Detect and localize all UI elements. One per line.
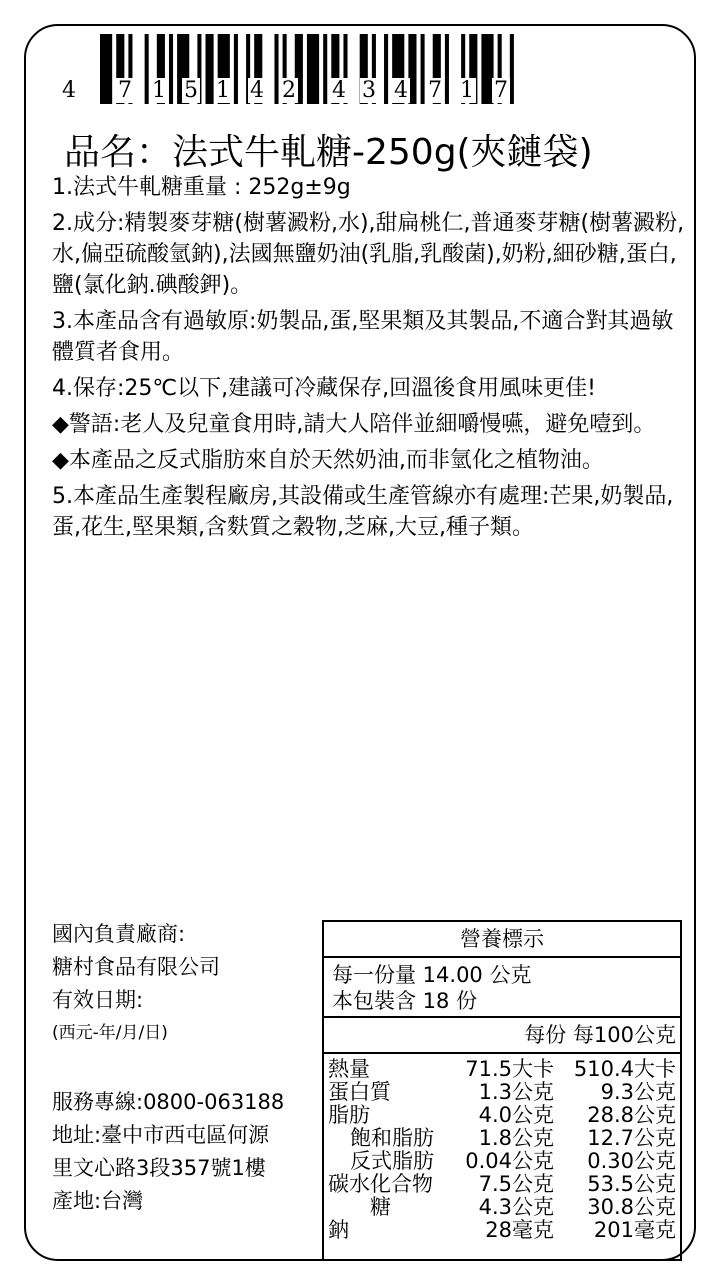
maker-name: 糖村食品有限公司 [52, 955, 220, 979]
per-100g-value: 9.3公克 [600, 1080, 676, 1104]
servings-per-pack: 本包裝含 18 份 [332, 989, 478, 1013]
weight-line: 1.法式牛軋糖重量 : 252g±9g [52, 175, 351, 200]
nutrition-row [324, 1104, 680, 1127]
warning-line: ◆警語:老人及兒童食用時,請大人陪伴並細嚼慢嚥，避免噎到。 [52, 412, 656, 437]
product-title: 品名：法式牛軋糖-250g(夾鏈袋) [64, 132, 593, 173]
per-serving-value: 7.5公克 [478, 1172, 554, 1196]
product-description [52, 172, 692, 548]
nutrition-column-header: 每份 每100公克 [324, 1018, 680, 1054]
barcode-digit: 1 [152, 78, 166, 103]
barcode-digit: 3 [362, 78, 376, 103]
nutrition-row [324, 1219, 680, 1242]
per-serving-value: 71.5大卡 [465, 1057, 554, 1081]
barcode-digit: 4 [394, 78, 408, 103]
nutrient-name: 反式脂肪 [350, 1149, 434, 1173]
per-serving-value: 4.0公克 [478, 1103, 554, 1127]
nutrition-row [324, 1173, 680, 1196]
barcode-digit: 5 [184, 78, 198, 103]
barcode-digit: 4 [62, 78, 76, 103]
facility-line: 5.本產品生產製程廠房,其設備或生產管線亦有處理:芒果,奶製品,蛋,花生,堅果類,含麩質之穀物,芝麻,大豆,種子類。 [52, 484, 674, 540]
barcode-digit: 1 [216, 78, 230, 103]
storage-line: 4.保存:25℃以下,建議可冷藏保存,回溫後食用風味更佳! [52, 376, 596, 401]
per-100g-value: 30.8公克 [587, 1195, 676, 1219]
nutrition-serving [324, 958, 680, 1018]
nutrition-row [324, 1150, 680, 1173]
per-serving-value: 4.3公克 [478, 1195, 554, 1219]
manufacturer-info [52, 918, 324, 1218]
nutrient-name: 蛋白質 [328, 1080, 391, 1104]
per-100g-value: 28.8公克 [587, 1103, 676, 1127]
per-serving-value: 28毫克 [485, 1218, 554, 1242]
nutrition-table [322, 920, 682, 1261]
per-100g-value: 201毫克 [593, 1218, 676, 1242]
per-100g-value: 510.4大卡 [573, 1057, 676, 1081]
barcode-digit: 4 [250, 78, 264, 103]
per-100g-value: 0.30公克 [587, 1149, 676, 1173]
nutrition-rows [324, 1054, 680, 1242]
hotline: 服務專線:0800-063188 [52, 1090, 285, 1114]
barcode-digit: 4 [332, 78, 346, 103]
nutrient-name: 熱量 [328, 1057, 370, 1081]
nutrition-row [324, 1058, 680, 1081]
maker-label: 國內負責廠商: [52, 922, 186, 946]
barcode-digit: 7 [118, 78, 132, 103]
nutrient-name: 飽和脂肪 [350, 1126, 434, 1150]
nutrient-name: 脂肪 [328, 1103, 370, 1127]
nutrient-name: 鈉 [328, 1218, 349, 1242]
per-100g-value: 12.7公克 [587, 1126, 676, 1150]
per-serving-value: 0.04公克 [465, 1149, 554, 1173]
per-100g-value: 53.5公克 [587, 1172, 676, 1196]
barcode-digits [56, 78, 526, 106]
expiry-format: (西元-年/月/日) [52, 1023, 168, 1043]
per-serving-value: 1.3公克 [478, 1080, 554, 1104]
ingredients-line: 2.成分:精製麥芽糖(樹薯澱粉,水),甜扁桃仁,普通麥芽糖(樹薯澱粉,水,偏亞硫酸氫鈉),法國無鹽奶油(乳脂,乳酸菌),奶粉,細砂糖,蛋白,鹽(氯化鈉.碘酸鉀)。 [52, 211, 685, 298]
barcode-digit: 1 [460, 78, 474, 103]
address-line-1: 地址:臺中市西屯區何源 [52, 1123, 270, 1147]
serving-size: 每一份量 14.00 公克 [332, 963, 532, 987]
nutrition-title: 營養標示 [324, 922, 680, 958]
allergen-line: 3.本產品含有過敏原:奶製品,蛋,堅果類及其製品,不適合對其過敏體質者食用。 [52, 309, 674, 365]
barcode-digit: 2 [282, 78, 296, 103]
barcode-digit: 7 [428, 78, 442, 103]
per-serving-value: 1.8公克 [478, 1126, 554, 1150]
trans-fat-line: ◆本產品之反式脂肪來自於天然奶油,而非氫化之植物油。 [52, 448, 604, 473]
nutrition-row [324, 1081, 680, 1104]
nutrient-name: 碳水化合物 [328, 1172, 433, 1196]
nutrition-row [324, 1127, 680, 1150]
barcode-digit: 7 [494, 78, 508, 103]
nutrition-row [324, 1196, 680, 1219]
address-line-2: 里文心路3段357號1樓 [52, 1156, 266, 1180]
nutrient-name: 糖 [370, 1195, 391, 1219]
expiry-label: 有效日期: [52, 988, 144, 1012]
origin: 產地:台灣 [52, 1189, 144, 1213]
